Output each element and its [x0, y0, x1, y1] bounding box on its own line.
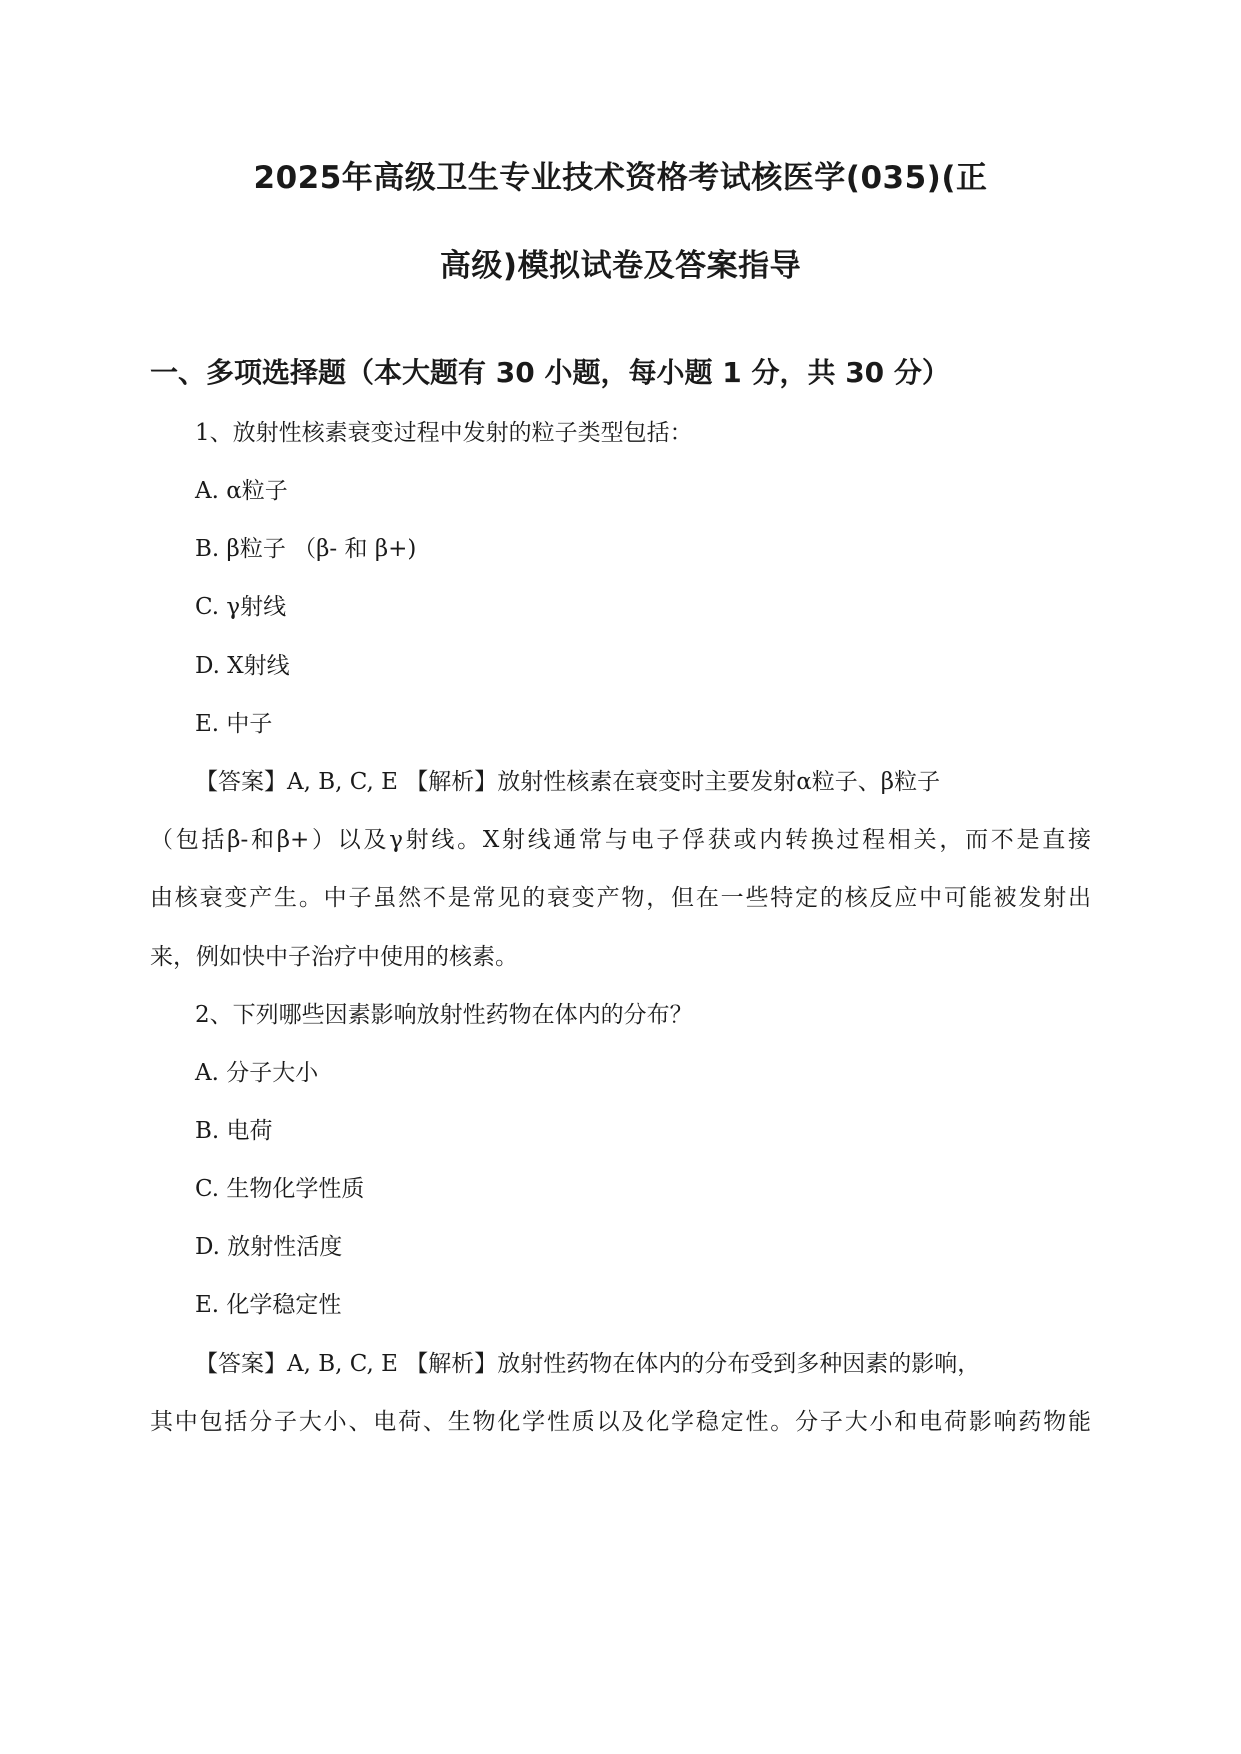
document-title-line-1: 2025年高级卫生专业技术资格考试核医学(035)(正 — [253, 160, 988, 196]
question-2-option-e: E. 化学稳定性 — [195, 1292, 342, 1318]
question-2-analysis-line-2: 其中包括分子大小、电荷、生物化学性质以及化学稳定性。分子大小和电荷影响药物能 — [150, 1409, 1091, 1435]
question-2-stem: 2、下列哪些因素影响放射性药物在体内的分布？ — [195, 1002, 693, 1028]
question-1-analysis-line-2: （包括β-和β+）以及γ射线。X射线通常与电子俘获或内转换过程相关，而不是直接 — [150, 827, 1091, 853]
question-1-option-e: E. 中子 — [195, 711, 273, 737]
document-title-line-2: 高级)模拟试卷及答案指导 — [439, 248, 802, 284]
question-2-option-c: C. 生物化学性质 — [195, 1176, 365, 1202]
question-1-stem: 1、放射性核素衰变过程中发射的粒子类型包括： — [195, 420, 693, 446]
question-1-option-b: B. β粒子 （β- 和 β+) — [195, 536, 417, 562]
question-1-answer-analysis-line-1: 【答案】A, B, C, E 【解析】放射性核素在衰变时主要发射α粒子、β粒子 — [195, 769, 941, 795]
section-heading: 一、多项选择题（本大题有 30 小题，每小题 1 分，共 30 分） — [150, 356, 950, 389]
question-2-option-a: A. 分子大小 — [195, 1060, 319, 1086]
question-1-option-d: D. X射线 — [195, 653, 290, 679]
question-1-option-a: A. α粒子 — [195, 478, 288, 504]
question-2-option-b: B. 电荷 — [195, 1118, 273, 1144]
question-1-analysis-line-4: 来，例如快中子治疗中使用的核素。 — [150, 944, 518, 970]
question-1-analysis-line-3: 由核衰变产生。中子虽然不是常见的衰变产物，但在一些特定的核反应中可能被发射出 — [150, 885, 1091, 911]
question-2-option-d: D. 放射性活度 — [195, 1234, 343, 1260]
question-1-option-c: C. γ射线 — [195, 594, 287, 620]
question-2-answer-analysis-line-1: 【答案】A, B, C, E 【解析】放射性药物在体内的分布受到多种因素的影响， — [195, 1351, 981, 1377]
